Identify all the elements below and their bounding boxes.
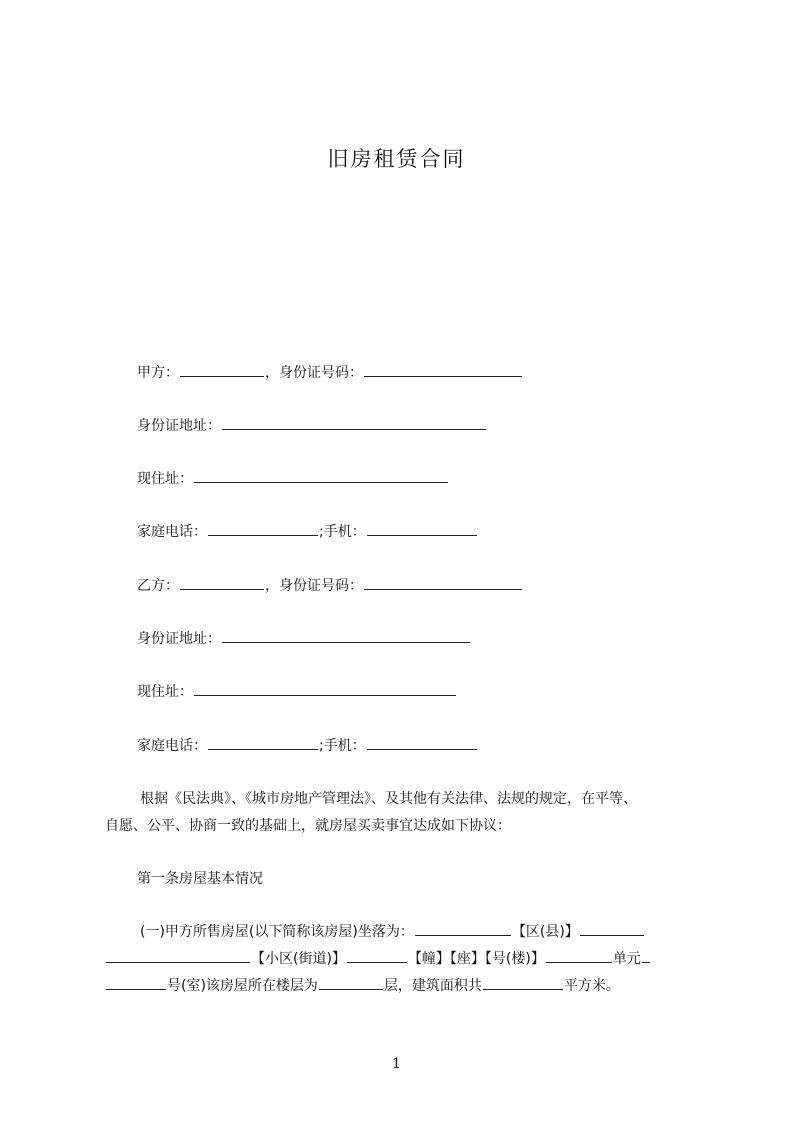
room-label: 号(室)该房屋所在楼层为 (167, 978, 318, 994)
party-b-current-address-blank[interactable] (194, 681, 456, 696)
party-b-id-address-line (137, 628, 471, 649)
party-b-phone-line (137, 735, 478, 756)
preamble-line-2: 自愿、公平、协商一致的基础上，就房屋买卖事宜达成如下协议： (105, 818, 511, 834)
party-a-current-address-line (137, 468, 449, 489)
party-b-id-address-label: 身份证地址： (137, 631, 221, 647)
party-a-home-phone-label: 家庭电话： (137, 524, 207, 540)
party-b-line (137, 575, 523, 596)
party-a-home-phone-blank[interactable] (208, 521, 318, 536)
article-1-title: 第一条房屋基本情况 (137, 871, 263, 887)
clause-1-line-2 (105, 948, 651, 969)
party-b-mobile-label: ;手机： (319, 738, 366, 754)
party-a-line (137, 362, 523, 383)
district-label: 【区(县)】 (511, 924, 579, 940)
party-b-label: 乙方： (137, 578, 179, 594)
clause-1-prefix: (一)甲方所售房屋(以下简称该房屋)坐落为： (140, 924, 414, 940)
community-label: 【小区(街道)】 (251, 951, 346, 967)
party-b-current-address-line (137, 681, 457, 702)
district-blank-continued[interactable] (106, 948, 250, 963)
area-blank[interactable] (483, 975, 563, 990)
party-b-id-address-blank[interactable] (222, 628, 470, 643)
party-a-id-address-label: 身份证地址： (137, 418, 221, 434)
clause-1-line-3 (105, 975, 620, 996)
party-a-mobile-label: ;手机： (319, 524, 366, 540)
page-number: 1 (392, 1056, 401, 1072)
party-a-id-label: ，身份证号码： (265, 365, 363, 381)
party-a-current-address-label: 现住址： (137, 471, 193, 487)
document-title: 旧房租赁合同 (327, 147, 466, 171)
community-blank[interactable] (347, 948, 407, 963)
unit-blank[interactable] (642, 948, 650, 963)
district-blank[interactable] (580, 921, 644, 936)
room-blank[interactable] (106, 975, 166, 990)
party-b-home-phone-blank[interactable] (208, 735, 318, 750)
preamble-line-1: 根据《民法典》、《城市房地产管理法》、及其他有关法律、法规的规定，在平等、 (140, 791, 637, 807)
party-b-home-phone-label: 家庭电话： (137, 738, 207, 754)
party-b-name-blank[interactable] (180, 575, 264, 590)
building-label: 【幢】【座】【号(楼)】 (407, 951, 545, 967)
party-b-mobile-blank[interactable] (367, 735, 477, 750)
floor-label: 层，建筑面积共 (383, 978, 482, 994)
unit-label: 单元 (612, 951, 641, 967)
party-a-label: 甲方： (137, 365, 179, 381)
party-b-id-label: ，身份证号码： (265, 578, 363, 594)
party-b-id-blank[interactable] (364, 575, 522, 590)
party-a-name-blank[interactable] (180, 362, 264, 377)
party-a-id-address-line (137, 415, 487, 436)
party-b-current-address-label: 现住址： (137, 684, 193, 700)
party-a-id-blank[interactable] (364, 362, 522, 377)
clause-1-line-1 (140, 921, 645, 942)
building-blank[interactable] (546, 948, 612, 963)
area-unit-label: 平方米。 (563, 978, 620, 994)
party-a-phone-line (137, 521, 478, 542)
party-a-id-address-blank[interactable] (222, 415, 486, 430)
location-blank[interactable] (415, 921, 511, 936)
party-a-mobile-blank[interactable] (367, 521, 477, 536)
floor-blank[interactable] (319, 975, 383, 990)
party-a-current-address-blank[interactable] (194, 468, 448, 483)
